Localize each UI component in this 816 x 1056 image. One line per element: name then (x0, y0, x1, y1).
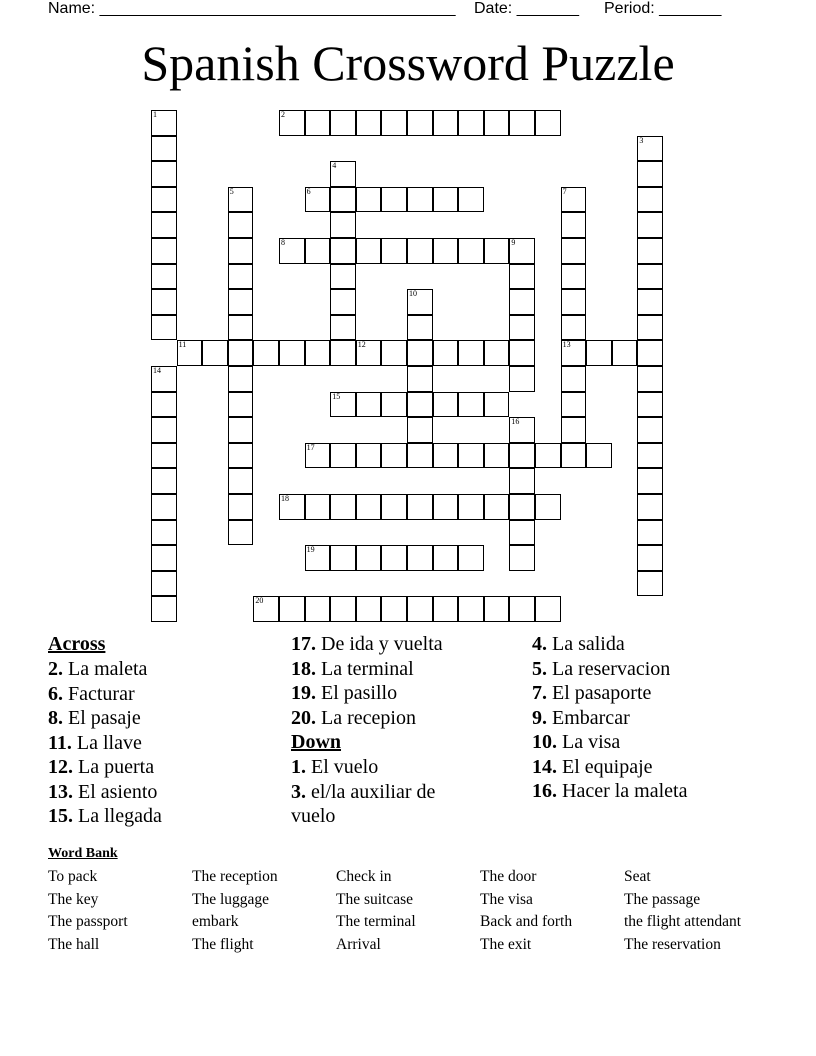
crossword-cell[interactable] (330, 161, 356, 187)
crossword-cell[interactable] (637, 417, 663, 443)
word-bank-column-4 (480, 866, 572, 956)
crossword-cell[interactable] (151, 161, 177, 187)
clue-across-8: 8. El pasaje (48, 707, 141, 729)
crossword-cell[interactable] (458, 187, 484, 213)
crossword-cell[interactable] (458, 238, 484, 264)
crossword-cell[interactable] (637, 340, 663, 366)
clue-number: 11 (178, 340, 187, 350)
crossword-cell[interactable] (151, 315, 177, 341)
clue-across-6: 6. Facturar (48, 682, 135, 705)
crossword-cell[interactable] (407, 417, 433, 443)
clue-number: 14 (153, 366, 161, 375)
crossword-cell[interactable] (407, 238, 433, 264)
word-bank-item: To pack (48, 868, 98, 885)
crossword-cell[interactable] (407, 443, 433, 469)
crossword-cell[interactable] (561, 443, 587, 469)
crossword-cell[interactable] (381, 238, 407, 264)
crossword-cell[interactable] (228, 315, 254, 341)
crossword-cell[interactable] (509, 315, 535, 341)
crossword-cell[interactable] (356, 443, 382, 469)
clue-across-17: 17. De ida y vuelta (291, 633, 443, 655)
crossword-cell[interactable] (305, 596, 331, 622)
crossword-cell[interactable] (407, 110, 433, 136)
crossword-cell[interactable] (228, 392, 254, 418)
clue-down-16: 16. Hacer la maleta (532, 780, 688, 802)
clue-down-10: 10. La visa (532, 731, 621, 753)
crossword-cell[interactable] (458, 545, 484, 571)
crossword-cell[interactable] (509, 596, 535, 622)
crossword-cell[interactable] (356, 110, 382, 136)
word-bank-item: The suitcase (336, 890, 414, 908)
crossword-cell[interactable] (151, 289, 177, 315)
crossword-cell[interactable] (433, 238, 459, 264)
crossword-cell[interactable] (279, 110, 305, 136)
crossword-cell[interactable] (228, 212, 254, 238)
crossword-cell[interactable] (228, 443, 254, 469)
clue-across-13: 13. El asiento (48, 780, 158, 803)
crossword-cell[interactable] (535, 596, 561, 622)
clue-number: 16 (511, 417, 520, 427)
clue-number: 7 (562, 186, 567, 196)
crossword-cell[interactable] (637, 315, 663, 341)
crossword-cell[interactable] (561, 417, 587, 443)
crossword-cell[interactable] (305, 443, 331, 469)
crossword-cell[interactable] (433, 340, 459, 366)
crossword-cell[interactable] (202, 340, 228, 366)
crossword-cell[interactable] (586, 443, 612, 469)
crossword-cell[interactable] (253, 596, 279, 622)
crossword-cell[interactable] (151, 596, 177, 622)
crossword-cell[interactable] (433, 110, 459, 136)
word-bank-item: The visa (480, 890, 533, 908)
word-bank-item: The exit (480, 935, 532, 953)
crossword-cell[interactable] (151, 264, 177, 290)
crossword-cell[interactable] (509, 110, 535, 136)
crossword-cell[interactable] (433, 596, 459, 622)
crossword-cell[interactable] (561, 264, 587, 290)
crossword-cell[interactable] (484, 340, 510, 366)
crossword-cell[interactable] (253, 340, 279, 366)
crossword-cell[interactable] (458, 340, 484, 366)
word-bank-item: The luggage (192, 890, 270, 908)
crossword-cell[interactable] (637, 571, 663, 597)
crossword-cell[interactable] (509, 468, 535, 494)
clue-across-11: 11. La llave (48, 731, 142, 754)
crossword-cell[interactable] (330, 315, 356, 341)
crossword-cell[interactable] (561, 340, 587, 366)
crossword-cell[interactable] (330, 289, 356, 315)
crossword-cell[interactable] (381, 545, 407, 571)
crossword-cell[interactable] (151, 417, 177, 443)
crossword-cell[interactable] (433, 545, 459, 571)
crossword-cell[interactable] (637, 520, 663, 546)
clue-number: 13 (562, 340, 571, 350)
word-bank-title: Word Bank (48, 846, 118, 861)
crossword-cell[interactable] (637, 289, 663, 315)
word-bank-item: The reception (192, 868, 278, 885)
clue-number: 19 (306, 545, 315, 555)
crossword-cell[interactable] (509, 289, 535, 315)
crossword-cell[interactable] (228, 520, 254, 546)
crossword-cell[interactable] (305, 110, 331, 136)
crossword-cell[interactable] (305, 340, 331, 366)
name-field[interactable]: Name: ________________________________________ (48, 0, 456, 17)
crossword-cell[interactable] (458, 596, 484, 622)
clue-number: 18 (281, 494, 289, 503)
crossword-cell[interactable] (561, 289, 587, 315)
across-heading: Across (48, 633, 106, 655)
period-field[interactable]: Period: _______ (604, 0, 722, 17)
crossword-cell[interactable] (279, 238, 305, 264)
crossword-cell[interactable] (509, 494, 535, 520)
crossword-cell[interactable] (561, 366, 587, 392)
crossword-cell[interactable] (484, 494, 510, 520)
crossword-cell[interactable] (356, 392, 382, 418)
crossword-cell[interactable] (407, 596, 433, 622)
clue-down-5: 5. La reservacion (532, 657, 671, 680)
crossword-cell[interactable] (330, 392, 356, 418)
crossword-cell[interactable] (330, 596, 356, 622)
crossword-cell[interactable] (637, 366, 663, 392)
crossword-cell[interactable] (433, 392, 459, 418)
crossword-cell[interactable] (228, 238, 254, 264)
crossword-cell[interactable] (458, 443, 484, 469)
crossword-cell[interactable] (228, 289, 254, 315)
crossword-cell[interactable] (561, 212, 587, 238)
crossword-cell[interactable] (509, 443, 535, 469)
word-bank-item: The terminal (336, 913, 416, 930)
crossword-cell[interactable] (330, 212, 356, 238)
clue-number: 15 (332, 391, 341, 401)
crossword-cell[interactable] (151, 212, 177, 238)
crossword-cell[interactable] (228, 187, 254, 213)
clue-number: 1 (153, 110, 157, 119)
clue-number: 12 (357, 340, 366, 350)
crossword-cell[interactable] (228, 366, 254, 392)
crossword-cell[interactable] (330, 110, 356, 136)
clue-number: 20 (255, 596, 264, 606)
crossword-cell[interactable] (151, 443, 177, 469)
clues-column-1 (48, 632, 278, 829)
crossword-cell[interactable] (356, 238, 382, 264)
crossword-cell[interactable] (381, 596, 407, 622)
word-bank-item: The door (480, 868, 537, 885)
word-bank-item: The passport (48, 913, 128, 930)
crossword-cell[interactable] (612, 340, 638, 366)
clues-column-3 (532, 632, 772, 804)
clue-across-18: 18. La terminal (291, 657, 414, 680)
crossword-cell[interactable] (637, 494, 663, 520)
crossword-cell[interactable] (458, 110, 484, 136)
word-bank-item: the flight attendant (624, 913, 742, 930)
clue-across-20: 20. La recepion (291, 706, 416, 729)
crossword-cell[interactable] (305, 187, 331, 213)
crossword-cell[interactable] (151, 366, 177, 392)
crossword-cell[interactable] (509, 545, 535, 571)
page-title: Spanish Crossword Puzzle (141, 35, 675, 91)
crossword-cell[interactable] (356, 187, 382, 213)
crossword-cell[interactable] (356, 494, 382, 520)
word-bank-item: Arrival (336, 935, 381, 953)
crossword-cell[interactable] (637, 136, 663, 162)
crossword-cell[interactable] (228, 417, 254, 443)
crossword-cell[interactable] (509, 520, 535, 546)
crossword-cell[interactable] (637, 264, 663, 290)
crossword-cell[interactable] (407, 187, 433, 213)
crossword-cell[interactable] (330, 494, 356, 520)
clue-number: 9 (511, 238, 516, 247)
crossword-cell[interactable] (305, 238, 331, 264)
crossword-cell[interactable] (228, 340, 254, 366)
crossword-cell[interactable] (330, 238, 356, 264)
crossword-cell[interactable] (330, 443, 356, 469)
crossword-cell[interactable] (484, 392, 510, 418)
crossword-cell[interactable] (177, 340, 203, 366)
crossword-cell[interactable] (637, 392, 663, 418)
crossword-cell[interactable] (330, 545, 356, 571)
crossword-cell[interactable] (279, 596, 305, 622)
crossword-cell[interactable] (484, 596, 510, 622)
crossword-cell[interactable] (356, 596, 382, 622)
crossword-cell[interactable] (637, 161, 663, 187)
crossword-cell[interactable] (279, 494, 305, 520)
word-bank-item: Back and forth (480, 913, 573, 930)
down-heading: Down (291, 731, 342, 753)
word-bank-column-2 (192, 866, 278, 956)
crossword-cell[interactable] (637, 443, 663, 469)
crossword-cell[interactable] (330, 340, 356, 366)
word-bank-item: Check in (336, 868, 392, 885)
crossword-cell[interactable] (151, 545, 177, 571)
crossword-cell[interactable] (509, 264, 535, 290)
crossword-cell[interactable] (151, 136, 177, 162)
crossword-cell[interactable] (407, 545, 433, 571)
crossword-cell[interactable] (433, 494, 459, 520)
clue-number: 5 (229, 186, 234, 196)
crossword-cell[interactable] (637, 187, 663, 213)
clue-number: 17 (306, 442, 315, 452)
crossword-cell[interactable] (228, 468, 254, 494)
crossword-cell[interactable] (305, 545, 331, 571)
date-field[interactable]: Date: _______ (474, 0, 579, 17)
clue-across-12: 12. La puerta (48, 756, 155, 778)
crossword-cell[interactable] (433, 187, 459, 213)
clue-down-14: 14. El equipaje (532, 755, 653, 778)
crossword-cell[interactable] (561, 315, 587, 341)
crossword-cell[interactable] (228, 264, 254, 290)
clue-number: 8 (281, 238, 285, 247)
crossword-cell[interactable] (381, 494, 407, 520)
crossword-cell[interactable] (637, 212, 663, 238)
clue-across-15: 15. La llegada (48, 805, 162, 827)
crossword-cell[interactable] (561, 392, 587, 418)
clue-down-9: 9. Embarcar (532, 706, 630, 729)
crossword-cell[interactable] (484, 110, 510, 136)
crossword-cell[interactable] (637, 545, 663, 571)
crossword-cell[interactable] (535, 110, 561, 136)
word-bank-item: The reservation (624, 935, 721, 953)
clue-down-4: 4. La salida (532, 633, 625, 655)
crossword-cell[interactable] (279, 340, 305, 366)
crossword-cell[interactable] (381, 443, 407, 469)
crossword-cell[interactable] (356, 340, 382, 366)
crossword-cell[interactable] (151, 520, 177, 546)
crossword-cell[interactable] (586, 340, 612, 366)
crossword-cell[interactable] (381, 187, 407, 213)
crossword-cell[interactable] (407, 366, 433, 392)
word-bank-item: Seat (624, 868, 651, 885)
crossword-cell[interactable] (330, 187, 356, 213)
clue-down-1: 1. El vuelo (291, 756, 379, 778)
clue-number: 10 (409, 289, 417, 299)
crossword-cell[interactable] (509, 417, 535, 443)
clue-down-3: 3. el/la auxiliar de vuelo (291, 780, 436, 827)
crossword-cell[interactable] (151, 110, 177, 136)
crossword-cell[interactable] (535, 443, 561, 469)
clue-across-19: 19. El pasillo (291, 682, 398, 704)
crossword-cell[interactable] (151, 238, 177, 264)
crossword-cell[interactable] (484, 443, 510, 469)
crossword-cell[interactable] (407, 340, 433, 366)
clue-number: 3 (639, 135, 644, 145)
crossword-cell[interactable] (356, 545, 382, 571)
word-bank-column-5 (624, 866, 741, 956)
crossword-cell[interactable] (484, 238, 510, 264)
crossword-cell[interactable] (151, 494, 177, 520)
clue-down-7: 7. El pasaporte (532, 682, 652, 704)
word-bank-item: The key (48, 890, 99, 908)
clue-across-2: 2. La maleta (48, 658, 148, 680)
word-bank-item: The passage (624, 890, 701, 908)
crossword-cell[interactable] (407, 315, 433, 341)
crossword-cell[interactable] (458, 494, 484, 520)
crossword-cell[interactable] (561, 238, 587, 264)
crossword-cell[interactable] (151, 571, 177, 597)
clue-number: 6 (306, 186, 311, 196)
crossword-cell[interactable] (561, 187, 587, 213)
crossword-cell[interactable] (509, 366, 535, 392)
crossword-cell[interactable] (535, 494, 561, 520)
word-bank-item: The flight (192, 935, 254, 953)
clues-column-2 (291, 632, 491, 829)
crossword-cell[interactable] (407, 289, 433, 315)
word-bank-column-3 (336, 866, 416, 956)
crossword-cell[interactable] (151, 392, 177, 418)
clue-number: 2 (281, 110, 285, 119)
crossword-cell[interactable] (228, 494, 254, 520)
crossword-cell[interactable] (407, 392, 433, 418)
crossword-cell[interactable] (637, 238, 663, 264)
clue-number: 4 (332, 161, 337, 171)
crossword-cell[interactable] (407, 494, 433, 520)
crossword-cell[interactable] (433, 443, 459, 469)
word-bank-column-1 (48, 866, 128, 956)
crossword-cell[interactable] (381, 110, 407, 136)
crossword-cell[interactable] (151, 187, 177, 213)
crossword-cell[interactable] (509, 340, 535, 366)
crossword-cell[interactable] (305, 494, 331, 520)
word-bank-item: The hall (48, 935, 100, 953)
crossword-cell[interactable] (509, 238, 535, 264)
word-bank-item: embark (192, 913, 239, 930)
crossword-cell[interactable] (637, 468, 663, 494)
crossword-cell[interactable] (330, 264, 356, 290)
crossword-cell[interactable] (458, 392, 484, 418)
crossword-cell[interactable] (381, 340, 407, 366)
crossword-cell[interactable] (151, 468, 177, 494)
crossword-cell[interactable] (381, 392, 407, 418)
